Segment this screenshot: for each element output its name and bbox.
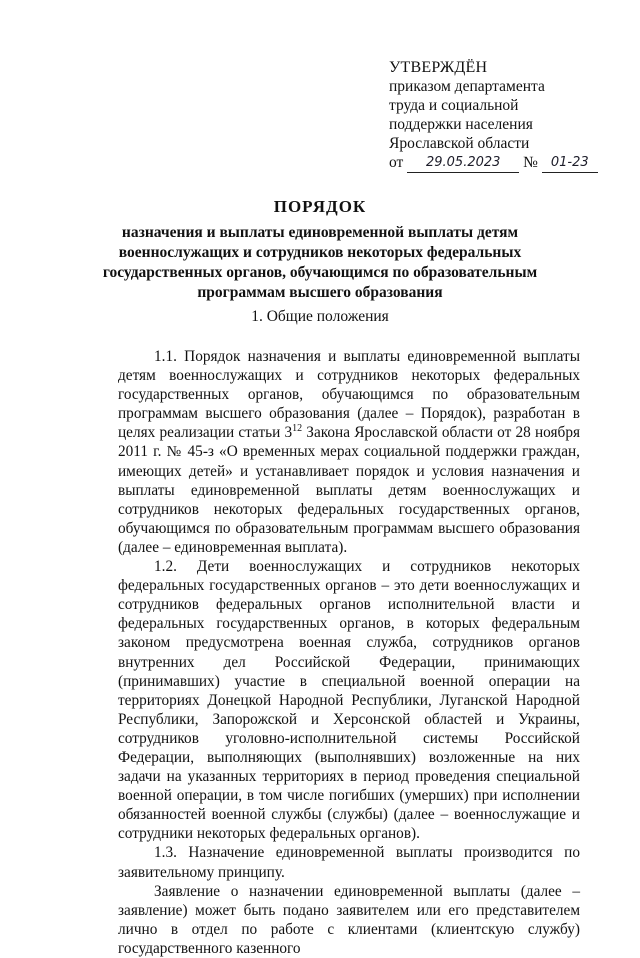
paragraph-1-3-continued: Заявление о назначении единовременной выплаты (далее – заявление) может быть подано заявителем или его представителем лично в отдел по работе с клиентами (клиентскую службу) государственного казенного	[118, 882, 580, 957]
approval-line: поддержки населения	[389, 116, 533, 133]
approval-line: приказом департамента	[389, 78, 545, 95]
from-label: от	[389, 154, 404, 171]
paragraph-1-1	[118, 347, 580, 557]
document-title: ПОРЯДОК	[273, 197, 367, 216]
section-heading: 1. Общие положения	[251, 308, 389, 325]
number-label: №	[523, 154, 538, 171]
document-subtitle: назначения и выплаты единовременной выплаты детям военнослужащих и сотрудников некоторых федеральных государственных органов, обучающимся по образовательным программам высшего образования	[102, 224, 538, 301]
superscript: 12	[292, 423, 303, 435]
paragraph-text: Закона Ярославской области от 28 ноября 2011 г. № 45-з «О временных мерах социальной поддержки граждан, имеющих детей» и устанавливает порядок и условия назначения и выплаты единовременной выплаты детям военнослужащих и сотрудников некоторых федеральных государственных органов, обучающимся по образовательным программам высшего образования (далее – единовременная выплата).	[118, 424, 580, 556]
document-body	[118, 347, 580, 958]
handwritten-number: 01-23	[542, 153, 598, 173]
approval-line: труда и социальной	[389, 97, 519, 114]
approval-title: УТВЕРЖДЁН	[389, 59, 488, 76]
handwritten-date: 29.05.2023	[407, 153, 519, 173]
approval-block	[389, 58, 598, 174]
approval-date-number-line	[389, 153, 598, 174]
document-title-block	[90, 197, 550, 303]
approval-line: Ярославской области	[389, 135, 530, 152]
paragraph-text: 1.1. Порядок назначения и выплаты единовременной выплаты детям военнослужащих и сотрудников некоторых федеральных государственных органов, обучающимся по образовательным программам высшего образования (далее – Порядок), разработан в целях реализации статьи 3	[118, 348, 580, 442]
paragraph-1-3: 1.3. Назначение единовременной выплаты производится по заявительному принципу.	[118, 844, 580, 881]
paragraph-1-2: 1.2. Дети военнослужащих и сотрудников некоторых федеральных государственных органов – это дети военнослужащих и сотрудников федеральных органов исполнительной власти и федеральных государственных органов, в которых федеральным законом предусмотрена военная служба, сотрудников органов внутренних дел Российской Федерации, принимающих (принимавших) участие в специальной военной операции на территориях Донецкой Народной Республики, Луганской Народной Республики, Запорожской и Херсонской областей и Украины, сотрудников уголовно-исполнительной системы Российской Федерации, выполняющих (выполнявших) возложенные на них задачи на указанных территориях в период проведения специальной военной операции, в том числе погибших (умерших) при исполнении обязанностей военной службы (службы) (далее – военнослужащие и сотрудники некоторых федеральных органов).	[118, 558, 580, 843]
